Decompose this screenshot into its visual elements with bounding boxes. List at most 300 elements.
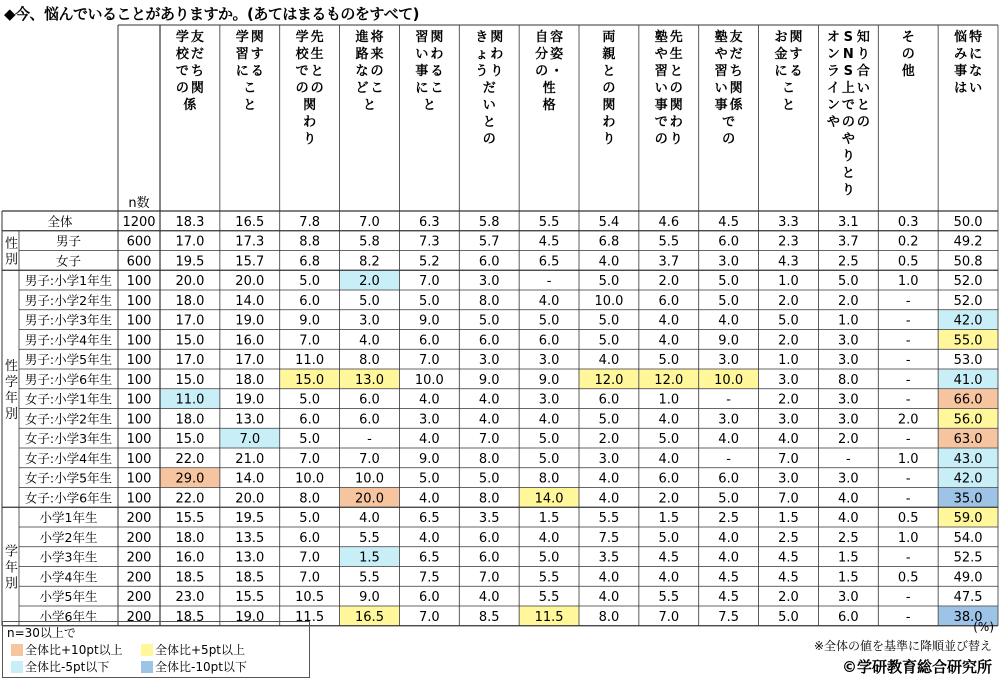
group-label-char: 年	[4, 390, 19, 406]
data-cell: 6.0	[359, 392, 380, 408]
data-cell: 7.0	[778, 451, 799, 467]
data-cell: 7.3	[419, 234, 440, 250]
data-cell: 6.0	[718, 471, 739, 487]
data-cell: 7.0	[778, 491, 799, 507]
data-cell: 6.0	[299, 412, 320, 428]
data-cell: 10.0	[355, 471, 384, 487]
data-cell: -	[905, 313, 911, 329]
data-cell: 56.0	[953, 412, 983, 428]
column-header-char: い	[654, 81, 668, 96]
n-value: 200	[126, 609, 152, 625]
data-cell: 4.0	[658, 313, 680, 329]
data-cell: 15.0	[295, 372, 325, 388]
row-label: 男子:小学5年生	[24, 352, 113, 368]
data-cell: 2.0	[897, 412, 919, 428]
data-cell: 4.0	[478, 412, 500, 428]
data-cell: 3.0	[359, 313, 380, 329]
n-value: 200	[126, 530, 152, 546]
data-cell: 9.0	[538, 372, 560, 388]
data-cell: 1.5	[838, 570, 859, 586]
data-cell: 3.0	[778, 412, 799, 428]
n-value: 100	[126, 491, 152, 507]
data-cell: 12.0	[654, 372, 684, 388]
data-cell: 6.0	[299, 293, 320, 309]
data-cell: 3.0	[778, 471, 799, 487]
data-cell: 4.0	[478, 392, 500, 408]
column-header-char: で	[722, 115, 736, 130]
column-header-char: 進	[355, 30, 369, 45]
column-header-char: の	[295, 81, 309, 96]
data-cell: 5.0	[778, 609, 799, 625]
data-cell: 4.0	[419, 491, 440, 507]
data-cell: 49.0	[953, 570, 983, 586]
data-cell: 20.0	[235, 274, 265, 290]
column-header-char: ち	[190, 64, 204, 79]
data-cell: 20.0	[175, 274, 205, 290]
column-header-char: 事	[415, 64, 429, 79]
data-cell: 4.0	[598, 590, 620, 606]
data-cell: 5.0	[478, 471, 500, 487]
data-cell: 5.5	[538, 570, 560, 586]
data-cell: 42.0	[953, 313, 983, 329]
data-cell: 8.0	[478, 491, 500, 507]
column-header-char: に	[969, 47, 983, 62]
data-cell: 6.0	[538, 333, 560, 349]
n-value: 100	[126, 293, 152, 309]
column-header-char: 関	[303, 98, 317, 113]
data-cell: 0.5	[897, 511, 919, 527]
data-cell: 9.0	[718, 333, 739, 349]
column-header-char: 習	[654, 64, 668, 79]
data-cell: 2.5	[778, 530, 799, 546]
column-header-char: う	[475, 64, 489, 79]
data-cell: 5.0	[538, 432, 560, 448]
column-header-char: す	[789, 47, 803, 62]
data-cell: -	[905, 372, 911, 388]
column-header-char: 関	[729, 81, 743, 96]
data-cell: 3.0	[598, 451, 620, 467]
column-header-char: こ	[781, 81, 796, 96]
data-cell: 6.8	[299, 254, 320, 270]
data-cell: 4.0	[598, 254, 620, 270]
data-cell: 2.0	[778, 293, 799, 309]
data-cell: 4.5	[778, 570, 799, 586]
data-cell: 3.0	[838, 353, 859, 369]
column-header	[827, 29, 870, 198]
data-cell: 4.0	[419, 530, 440, 546]
data-cell: -	[905, 590, 911, 606]
column-header-char: 合	[856, 64, 870, 79]
data-cell: 5.8	[359, 234, 380, 250]
data-cell: -	[905, 471, 911, 487]
column-header-char: で	[654, 115, 668, 130]
row-label: 小学2年生	[39, 529, 98, 545]
data-cell: 8.8	[299, 234, 320, 250]
data-cell: 4.0	[478, 590, 500, 606]
data-cell: 5.8	[478, 214, 500, 230]
data-cell: 3.0	[838, 333, 859, 349]
n-label: n数	[128, 196, 150, 211]
data-cell: 2.5	[838, 530, 859, 546]
data-cell: 18.0	[235, 372, 265, 388]
data-cell: 5.0	[538, 451, 560, 467]
column-header-char: り	[303, 132, 317, 147]
data-cell: 4.5	[718, 570, 739, 586]
row-label: 全体	[47, 213, 73, 229]
data-cell: 4.0	[658, 570, 680, 586]
column-header-char: こ	[430, 81, 444, 96]
column-header-char: だ	[190, 47, 204, 62]
column-header-char: 係	[183, 98, 197, 113]
column-header-char: と	[243, 98, 257, 113]
column-header-char: る	[430, 64, 444, 79]
n-value: 100	[126, 372, 152, 388]
data-cell: 9.0	[419, 451, 440, 467]
data-cell: 11.0	[295, 353, 325, 369]
column-header-char: 親	[602, 47, 616, 62]
data-cell: 7.0	[419, 353, 440, 369]
data-cell: 5.0	[598, 333, 620, 349]
column-header-char: や	[654, 47, 668, 62]
data-cell: 1.5	[538, 511, 560, 527]
legend-swatch-minus5	[11, 661, 23, 673]
column-header-char: 友	[190, 30, 204, 45]
row-label: 男子:小学3年生	[24, 312, 113, 328]
data-cell: -	[905, 392, 911, 408]
data-cell: 53.0	[953, 353, 983, 369]
data-cell: 3.0	[778, 372, 799, 388]
data-cell: 15.5	[175, 511, 205, 527]
column-header-char: の	[310, 81, 324, 96]
data-cell: 1.5	[778, 511, 799, 527]
data-cell: -	[367, 432, 372, 448]
data-cell: 1.5	[658, 511, 680, 527]
legend-swatch-plus10	[11, 644, 23, 656]
column-header-char: の	[901, 47, 915, 62]
group-label-char: 別	[4, 252, 19, 268]
data-cell: 4.0	[778, 432, 799, 448]
column-header-char: に	[235, 64, 249, 79]
column-header-char: 習	[415, 30, 429, 45]
data-cell: 16.0	[175, 550, 205, 566]
column-header-char: S	[843, 30, 854, 45]
data-cell: 8.0	[299, 491, 320, 507]
data-cell: 1.0	[778, 353, 799, 369]
data-cell: 5.0	[359, 293, 380, 309]
data-cell: 10.0	[295, 471, 325, 487]
column-header-char: み	[954, 47, 968, 62]
row-label: 男子:小学1年生	[24, 273, 113, 289]
n-value: 100	[126, 451, 152, 467]
data-cell: 8.0	[359, 353, 380, 369]
column-header-char: と	[422, 98, 436, 113]
data-cell: 20.0	[235, 491, 265, 507]
data-cell: 9.0	[359, 590, 380, 606]
column-header-char: と	[669, 64, 683, 79]
data-cell: 7.0	[299, 451, 320, 467]
data-cell: 3.5	[598, 550, 620, 566]
column-header-char: の	[535, 64, 549, 79]
data-cell: 2.0	[658, 491, 680, 507]
column-header-char: の	[722, 132, 736, 147]
column-header-char: と	[781, 98, 796, 113]
data-cell: 3.3	[778, 214, 799, 230]
column-header-char: り	[841, 149, 855, 164]
data-cell: 6.0	[598, 392, 620, 408]
column-header-char: 学	[175, 30, 189, 45]
data-cell: 15.5	[235, 590, 265, 606]
column-header-char: 校	[175, 47, 189, 62]
data-cell: 15.0	[175, 432, 205, 448]
column-header-char: り	[490, 64, 504, 79]
data-cell: 3.0	[838, 412, 859, 428]
column-header-char: 将	[370, 30, 384, 45]
n-value: 100	[126, 333, 152, 349]
row-label: 小学1年生	[39, 510, 98, 526]
data-cell: 6.0	[478, 530, 500, 546]
data-cell: 6.0	[419, 333, 440, 349]
data-cell: 6.0	[359, 412, 380, 428]
data-cell: 5.0	[598, 313, 620, 329]
data-cell: 11.5	[295, 609, 325, 625]
column-header-char: で	[841, 98, 855, 113]
data-cell: 4.0	[658, 333, 680, 349]
column-header-char: の	[602, 81, 616, 96]
data-cell: 8.0	[598, 609, 620, 625]
data-cell: 50.8	[953, 254, 983, 270]
column-header	[602, 29, 615, 147]
data-cell: 5.0	[658, 530, 680, 546]
data-cell: 5.0	[838, 274, 859, 290]
legend-label-plus5: 全体比+5pt以上	[155, 643, 246, 657]
data-cell: 5.0	[718, 491, 739, 507]
data-cell: 19.5	[235, 511, 265, 527]
data-cell: 5.4	[598, 214, 620, 230]
n-value: 1200	[122, 214, 156, 230]
data-cell: 7.0	[359, 451, 380, 467]
data-cell: 6.0	[299, 530, 320, 546]
row-label: 男子:小学6年生	[24, 371, 113, 387]
unit-label: (%)	[973, 620, 994, 634]
legend-title: n=30以上で	[7, 626, 76, 640]
data-cell: 13.0	[235, 550, 265, 566]
data-cell: 5.5	[658, 590, 680, 606]
row-label: 男子:小学4年生	[24, 332, 113, 348]
row-label: 男子	[55, 233, 82, 249]
data-cell: 4.0	[598, 353, 620, 369]
column-header-char: と	[602, 64, 616, 79]
data-cell: 3.0	[718, 412, 739, 428]
data-cell: 42.0	[953, 471, 983, 487]
data-cell: 5.0	[299, 511, 320, 527]
data-cell: 6.5	[419, 511, 440, 527]
data-cell: 7.0	[419, 274, 440, 290]
column-header	[475, 30, 503, 147]
data-cell: 41.0	[953, 372, 983, 388]
data-cell: 19.5	[175, 254, 205, 270]
column-header	[175, 29, 204, 113]
data-cell: 4.0	[838, 511, 859, 527]
column-header	[774, 30, 802, 113]
data-cell: 49.2	[953, 234, 983, 250]
data-cell: 15.0	[175, 372, 205, 388]
column-header-char: だ	[729, 47, 743, 62]
data-cell: 4.0	[658, 412, 680, 428]
legend-label-minus5: 全体比-5pt以下	[25, 660, 110, 674]
column-header-char: 先	[669, 30, 683, 45]
column-header-char: 容	[550, 30, 564, 45]
data-cell: 6.0	[419, 590, 440, 606]
data-cell: 5.5	[538, 214, 560, 230]
data-cell: 7.0	[239, 432, 261, 448]
legend-label-minus10: 全体比-10pt以下	[155, 660, 247, 674]
column-header-char: の	[856, 115, 870, 130]
column-header-char: 塾	[654, 30, 668, 45]
data-cell: 4.0	[718, 550, 739, 566]
column-header	[902, 30, 915, 79]
column-header-char: ど	[355, 81, 369, 96]
data-cell: 5.0	[658, 432, 680, 448]
column-header-char: わ	[602, 115, 616, 130]
column-header-char: ょ	[475, 47, 489, 62]
data-cell: 5.0	[598, 274, 620, 290]
row-label: 女子:小学6年生	[24, 490, 113, 506]
column-header-char: 他	[901, 64, 915, 79]
data-cell: 4.0	[838, 491, 859, 507]
column-header-char: 関	[669, 98, 683, 113]
data-cell: 3.0	[478, 274, 500, 290]
column-header-char: と	[310, 64, 324, 79]
n-value: 200	[126, 590, 152, 606]
column-header-char: な	[355, 64, 369, 79]
data-cell: 19.0	[235, 392, 265, 408]
data-cell: 4.6	[658, 214, 680, 230]
data-cell: 10.0	[714, 372, 744, 388]
data-cell: 8.0	[478, 451, 500, 467]
data-cell: 6.5	[419, 550, 440, 566]
column-header-char: 生	[310, 47, 324, 62]
data-cell: 5.0	[718, 293, 739, 309]
data-cell: 5.0	[299, 432, 320, 448]
column-header-char: な	[969, 64, 983, 79]
data-cell: 14.0	[534, 491, 564, 507]
column-header-char: 関	[490, 30, 504, 45]
data-cell: 6.0	[478, 333, 500, 349]
data-cell: 18.0	[175, 530, 205, 546]
data-cell: 5.5	[658, 234, 680, 250]
group-label-char: 別	[4, 406, 19, 422]
column-header-char: い	[856, 81, 870, 96]
column-header-char: す	[250, 47, 264, 62]
data-cell: -	[846, 451, 851, 467]
data-cell: -	[905, 353, 911, 369]
column-header	[415, 30, 443, 113]
data-cell: 16.5	[355, 609, 384, 625]
column-header-char: と	[841, 166, 855, 181]
column-header-char: で	[295, 64, 309, 79]
data-cell: 0.3	[897, 214, 919, 230]
data-cell: 13.5	[235, 530, 265, 546]
data-cell: 1.0	[838, 313, 859, 329]
data-cell: 6.0	[658, 471, 680, 487]
n-value: 100	[126, 471, 152, 487]
data-cell: 2.5	[838, 254, 859, 270]
data-cell: 7.0	[478, 432, 500, 448]
data-cell: 0.2	[897, 234, 919, 250]
data-cell: 5.5	[598, 511, 620, 527]
data-cell: 14.0	[235, 471, 265, 487]
data-cell: 2.5	[718, 511, 739, 527]
data-cell: 4.0	[419, 392, 440, 408]
data-cell: 0.5	[897, 254, 919, 270]
data-cell: 7.5	[598, 530, 620, 546]
data-cell: 13.0	[355, 372, 384, 388]
data-cell: 4.0	[359, 333, 380, 349]
data-cell: 10.0	[414, 372, 444, 388]
data-cell: 5.0	[419, 471, 440, 487]
data-cell: 17.0	[175, 313, 205, 329]
data-cell: 2.0	[778, 590, 799, 606]
data-cell: 43.0	[953, 451, 983, 467]
data-cell: 20.0	[355, 491, 384, 507]
row-label: 女子:小学5年生	[24, 470, 113, 486]
data-cell: 13.0	[235, 412, 265, 428]
data-cell: 4.5	[778, 550, 799, 566]
data-cell: 5.0	[299, 274, 320, 290]
column-header-char: 事	[654, 98, 668, 113]
data-cell: 3.1	[838, 214, 859, 230]
data-cell: 52.5	[953, 550, 983, 566]
row-label: 女子	[55, 253, 82, 269]
data-cell: 19.0	[235, 313, 265, 329]
data-cell: 6.0	[658, 293, 680, 309]
column-header-char: 両	[602, 30, 616, 45]
column-header-char: こ	[370, 81, 384, 96]
data-cell: 7.0	[299, 333, 320, 349]
legend-label-plus10: 全体比+10pt以上	[25, 643, 123, 657]
data-cell: 63.0	[953, 432, 983, 448]
column-header-char: と	[856, 98, 870, 113]
column-header-char: 校	[295, 47, 309, 62]
data-cell: 4.0	[718, 313, 739, 329]
n-value: 600	[126, 234, 152, 250]
column-header-char: り	[841, 183, 855, 198]
column-header-char: N	[842, 47, 854, 62]
n-value: 100	[126, 432, 152, 448]
data-cell: 7.8	[299, 214, 320, 230]
data-cell: 5.0	[299, 392, 320, 408]
data-cell: 18.5	[235, 570, 265, 586]
data-cell: 17.0	[235, 353, 265, 369]
data-cell: 2.3	[778, 234, 799, 250]
column-header-char: 関	[190, 81, 204, 96]
data-cell: -	[905, 609, 911, 625]
column-header-char: き	[475, 30, 489, 45]
column-header-char: い	[969, 81, 983, 96]
column-header-char: ち	[729, 64, 743, 79]
data-cell: 8.5	[478, 609, 500, 625]
data-cell: 15.0	[175, 333, 205, 349]
data-cell: 4.5	[718, 214, 739, 230]
column-header-char: い	[482, 98, 496, 113]
data-cell: 6.5	[538, 254, 560, 270]
data-cell: -	[726, 451, 731, 467]
column-header-char: お	[774, 30, 788, 45]
column-header-char: 事	[714, 98, 728, 113]
data-cell: 7.0	[299, 550, 320, 566]
column-header-char: 路	[355, 47, 369, 62]
data-cell: 5.0	[778, 313, 799, 329]
